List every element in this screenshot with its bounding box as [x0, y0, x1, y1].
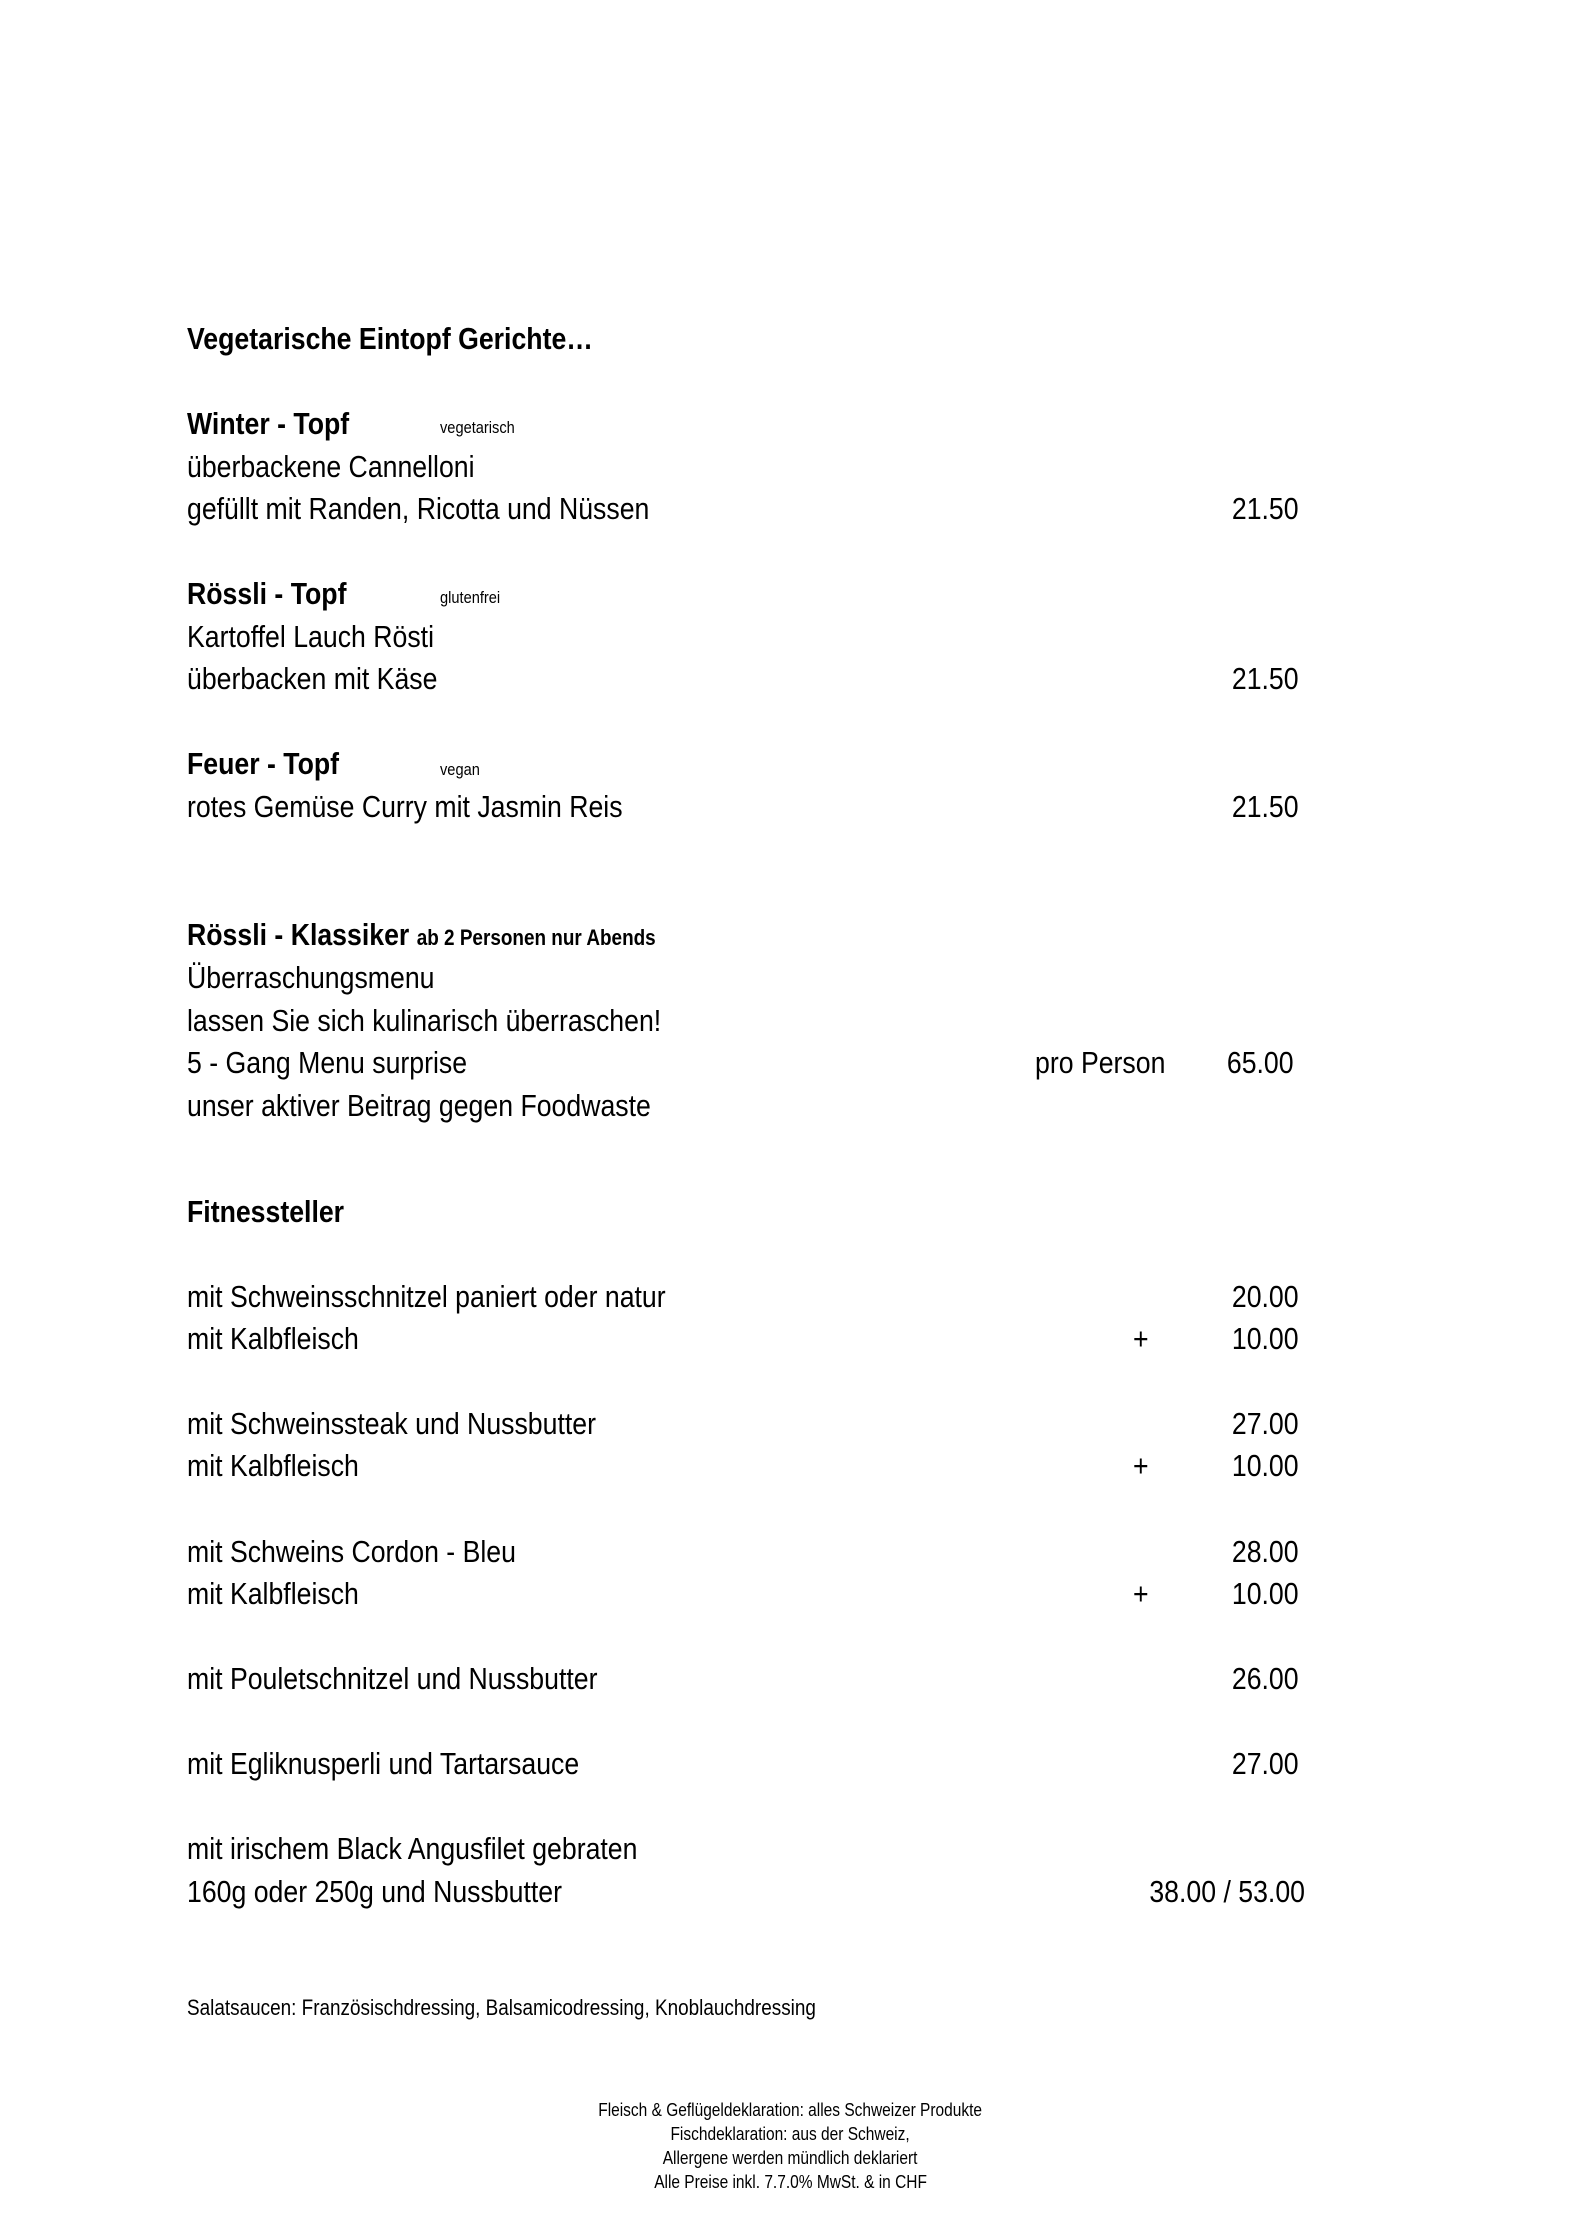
fitness-item-plus: + — [1133, 1448, 1149, 1483]
fitness-item-name: mit Schweinsschnitzel paniert oder natur — [187, 1279, 666, 1314]
fitness-item-name: mit Schweins Cordon - Bleu — [187, 1534, 516, 1569]
fitness-item-name: mit Kalbfleisch — [187, 1448, 359, 1483]
footer-line: Allergene werden mündlich deklariert — [663, 2148, 918, 2168]
dish-desc-winter-2: gefüllt mit Randen, Ricotta und Nüssen — [187, 491, 650, 526]
dish-price-winter: 21.50 — [1232, 491, 1299, 526]
dish-tag-roessli-topf: glutenfrei — [440, 588, 501, 607]
klassiker-title-row — [187, 916, 656, 957]
fitness-item-price: 20.00 — [1232, 1279, 1299, 1314]
fitness-item-name: mit Pouletschnitzel und Nussbutter — [187, 1661, 598, 1696]
dish-desc-winter-1: überbackene Cannelloni — [187, 449, 475, 484]
klassiker-subtitle: ab 2 Personen nur Abends — [416, 925, 656, 950]
klassiker-desc-4: unser aktiver Beitrag gegen Foodwaste — [187, 1088, 651, 1123]
klassiker-per-person: pro Person — [1035, 1045, 1166, 1080]
fitness-item-price: 28.00 — [1232, 1534, 1299, 1569]
fitness-item-name: mit irischem Black Angusfilet gebraten — [187, 1831, 638, 1866]
footer-line: Fleisch & Geflügeldeklaration: alles Schweizer Produkte — [598, 2100, 983, 2120]
fitness-item-plus: + — [1133, 1321, 1149, 1356]
klassiker-desc-2: lassen Sie sich kulinarisch überraschen! — [187, 1003, 662, 1038]
dish-desc-roessli-1: Kartoffel Lauch Rösti — [187, 619, 435, 654]
klassiker-title: Rössli - Klassiker — [187, 917, 410, 952]
fitness-item-price: 38.00 / 53.00 — [1149, 1874, 1305, 1909]
dish-desc-feuer-1: rotes Gemüse Curry mit Jasmin Reis — [187, 789, 623, 824]
fitness-item-name: 160g oder 250g und Nussbutter — [187, 1874, 563, 1909]
dish-tag-feuer-topf: vegan — [440, 760, 480, 779]
fitness-item-price: 27.00 — [1232, 1746, 1299, 1781]
footer-line: Alle Preise inkl. 7.7.0% MwSt. & in CHF — [654, 2172, 927, 2192]
fitness-item-plus: + — [1133, 1576, 1149, 1611]
fitness-item-price: 26.00 — [1232, 1661, 1299, 1696]
dish-price-feuer: 21.50 — [1232, 789, 1299, 824]
fitness-item-name: mit Kalbfleisch — [187, 1576, 359, 1611]
dish-name-feuer-topf: Feuer - Topf — [187, 746, 340, 781]
klassiker-price: 65.00 — [1227, 1045, 1294, 1080]
klassiker-desc-3: 5 - Gang Menu surprise — [187, 1045, 468, 1080]
fitness-item-name: mit Kalbfleisch — [187, 1321, 359, 1356]
section-heading-fitness: Fitnessteller — [187, 1194, 345, 1229]
dish-tag-winter-topf: vegetarisch — [440, 418, 515, 437]
fitness-item-name: mit Schweinssteak und Nussbutter — [187, 1406, 596, 1441]
fitness-item-price: 10.00 — [1232, 1321, 1299, 1356]
dish-name-roessli-topf: Rössli - Topf — [187, 576, 347, 611]
footer-line: Fischdeklaration: aus der Schweiz, — [670, 2124, 911, 2144]
fitness-item-price: 10.00 — [1232, 1448, 1299, 1483]
fitness-item-price: 10.00 — [1232, 1576, 1299, 1611]
dish-price-roessli: 21.50 — [1232, 661, 1299, 696]
salatsaucen-note: Salatsaucen: Französischdressing, Balsamicodressing, Knoblauchdressing — [187, 1995, 816, 2020]
footer-declarations — [0, 2098, 1571, 2194]
dish-name-winter-topf: Winter - Topf — [187, 406, 350, 441]
fitness-item-name: mit Egliknusperli und Tartarsauce — [187, 1746, 580, 1781]
section-heading-eintopf: Vegetarische Eintopf Gerichte… — [187, 321, 593, 356]
fitness-item-price: 27.00 — [1232, 1406, 1299, 1441]
klassiker-desc-1: Überraschungsmenu — [187, 960, 435, 995]
dish-desc-roessli-2: überbacken mit Käse — [187, 661, 438, 696]
